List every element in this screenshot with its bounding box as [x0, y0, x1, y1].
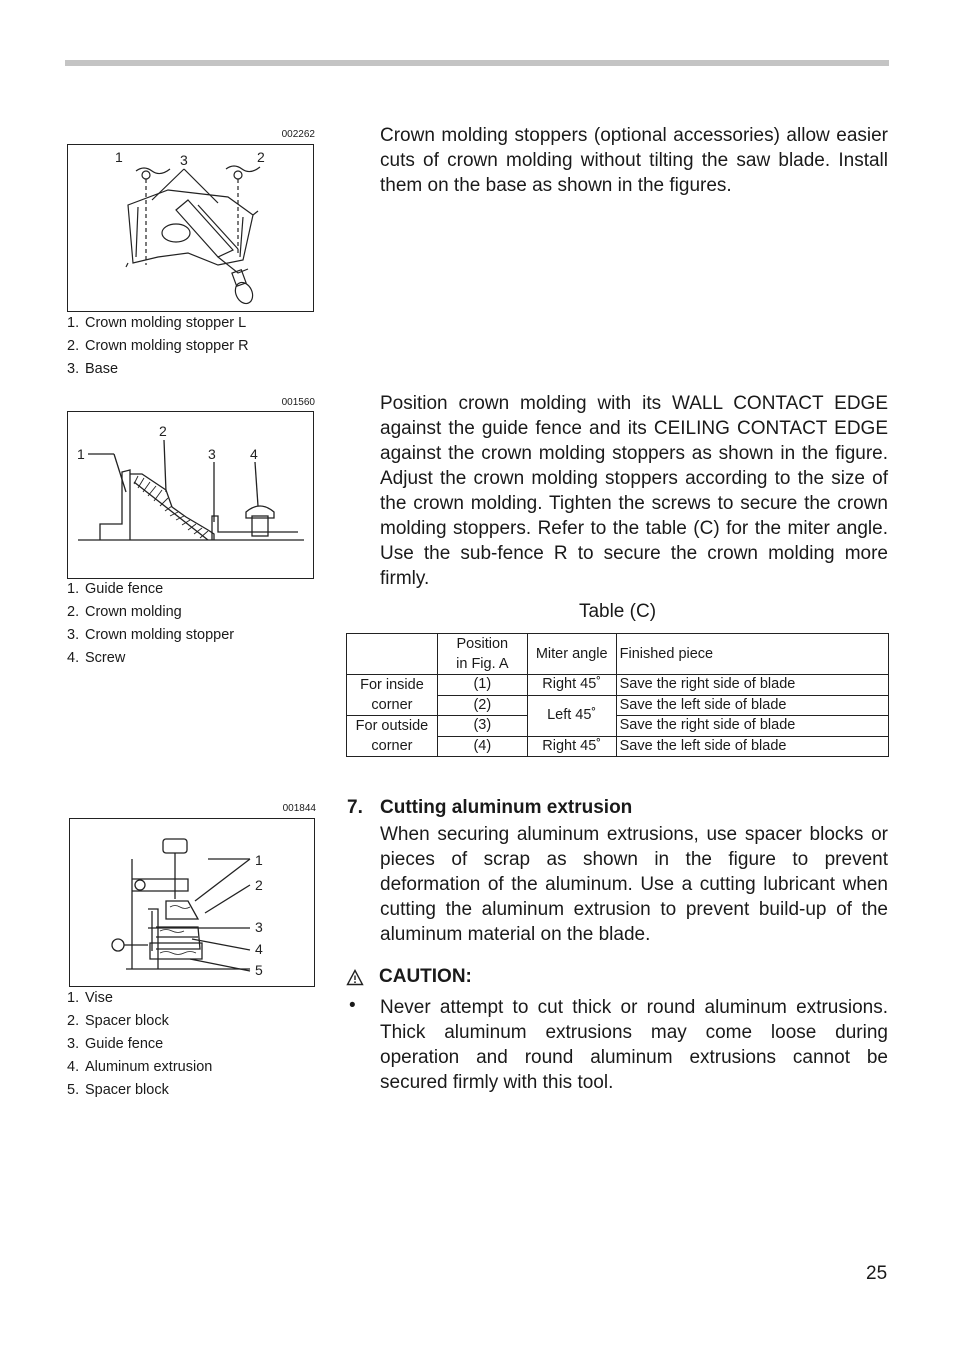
figure-code: 001844: [282, 803, 316, 814]
cell-position: (4): [437, 736, 527, 757]
legend-item: 2. Crown molding: [67, 604, 182, 620]
figure-2-legend: [67, 578, 234, 670]
cell-position: (1): [437, 675, 527, 696]
group-outside: For outside corner: [347, 716, 438, 757]
table-header-row: [347, 634, 889, 675]
cell-miter: Left 45˚: [527, 695, 616, 736]
header-position: Position in Fig. A: [437, 634, 527, 675]
table-caption: Table (C): [578, 601, 657, 622]
legend-item: 2. Crown molding stopper R: [67, 338, 249, 354]
figure-crown-molding-position: [67, 411, 314, 579]
base-stopper-illustration: [68, 145, 312, 310]
cell-miter: Right 45˚: [527, 675, 616, 696]
callout-3: 3: [208, 446, 216, 462]
figure-aluminum-extrusion: [69, 818, 315, 987]
figure-code: 002262: [281, 129, 315, 140]
callout-5: 5: [255, 962, 263, 978]
header-miter: Miter angle: [527, 634, 616, 675]
legend-item: 2. Spacer block: [67, 1013, 169, 1029]
callout-1: 1: [255, 852, 263, 868]
figure-1-legend: [67, 312, 249, 381]
cell-position: (3): [437, 716, 527, 737]
legend-item: 4. Screw: [67, 650, 126, 666]
callout-3: 3: [255, 919, 263, 935]
legend-item: 5. Spacer block: [67, 1082, 169, 1098]
callout-2: 2: [255, 877, 263, 893]
cell-finished: Save the right side of blade: [616, 675, 888, 696]
table-row: [347, 716, 889, 737]
callout-4: 4: [250, 446, 258, 462]
header-finished: Finished piece: [616, 634, 888, 675]
vise-illustration: [70, 819, 313, 985]
legend-item: 1. Guide fence: [67, 581, 164, 597]
figure-3-legend: [67, 987, 212, 1102]
callout-4: 4: [255, 941, 263, 957]
callout-3: 3: [180, 152, 188, 168]
section-title: Cutting aluminum extrusion: [380, 797, 633, 818]
cell-miter: Right 45˚: [527, 736, 616, 757]
intro-paragraph: Crown molding stoppers (optional accessories) allow easier cuts of crown molding without tilting the saw blade. Install them on the base as shown in the figures.: [380, 125, 888, 196]
callout-2: 2: [257, 149, 265, 165]
section-body: When securing aluminum extrusions, use spacer blocks or pieces of scrap as shown in the figure to prevent deformation of the aluminum. Use a cutting lubricant when cutting the aluminum extrusion to prevent build-up of the aluminum material on the blade.: [380, 824, 888, 945]
cell-position: (2): [437, 695, 527, 716]
section-number: 7.: [347, 797, 363, 818]
figure-crown-molding-stoppers: [67, 144, 314, 312]
cell-finished: Save the left side of blade: [616, 736, 888, 757]
figure-code: 001560: [281, 397, 315, 408]
cell-finished: Save the left side of blade: [616, 695, 888, 716]
crown-molding-illustration: [68, 412, 312, 577]
bullet: •: [349, 995, 356, 1016]
caution-text: Never attempt to cut thick or round aluminum extrusions. Thick aluminum extrusions may come loose during operation and round aluminum extrusions cannot be secured firmly with this tool.: [380, 997, 888, 1093]
page-number: 25: [866, 1263, 888, 1284]
legend-item: 3. Crown molding stopper: [67, 627, 235, 643]
miter-angle-table: [346, 633, 889, 757]
callout-1: 1: [77, 446, 85, 462]
group-inside: For inside corner: [347, 675, 438, 716]
warning-triangle-icon: [346, 969, 364, 986]
table-row: [347, 675, 889, 696]
position-paragraph: Position crown molding with its WALL CONTACT EDGE against the guide fence and its CEILING CONTACT EDGE against the crown molding stoppers as shown in the figure. Adjust the crown molding stoppers according to the size of the crown molding. Tighten the screws to secure the crown molding stoppers. Refer to the table (C) for the miter angle. Use the sub-fence R to secure the crown molding more firmly.: [380, 393, 888, 589]
legend-item: 1. Vise: [67, 990, 113, 1006]
cell-finished: Save the right side of blade: [616, 716, 888, 737]
top-rule: [65, 60, 889, 66]
legend-item: 3. Base: [67, 361, 119, 377]
callout-1: 1: [115, 149, 123, 165]
legend-item: 1. Crown molding stopper L: [67, 315, 247, 331]
legend-item: 4. Aluminum extrusion: [67, 1059, 213, 1075]
caution-label: CAUTION:: [379, 966, 472, 987]
legend-item: 3. Guide fence: [67, 1036, 164, 1052]
header-empty: [347, 634, 438, 675]
callout-2: 2: [159, 423, 167, 439]
